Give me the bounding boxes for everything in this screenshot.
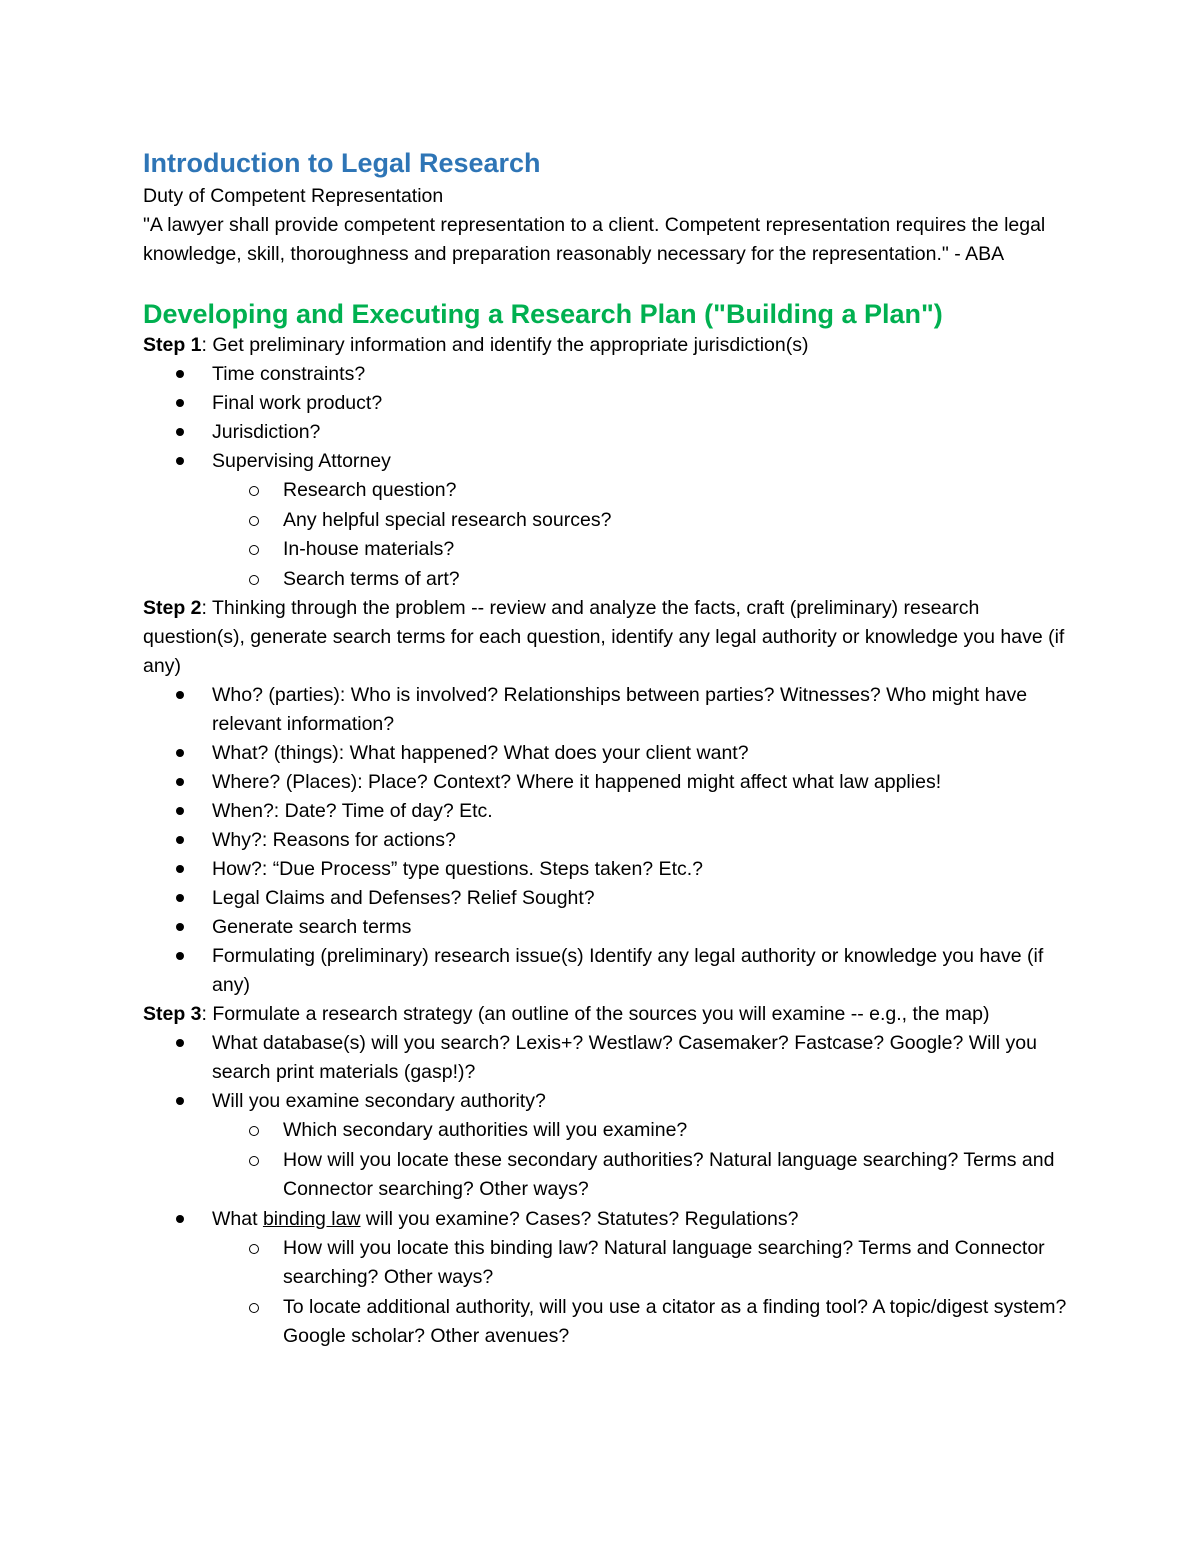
sub-list-item: How will you locate this binding law? Natural language searching? Terms and Connector searching? Other ways? [143, 1234, 1073, 1293]
step-1-list [143, 360, 1073, 594]
list-item: Supervising Attorney [143, 447, 1073, 476]
section-title: Developing and Executing a Research Plan ("Building a Plan") [143, 299, 943, 329]
list-item: Why?: Reasons for actions? [143, 826, 1073, 855]
aba-quote: "A lawyer shall provide competent representation to a client. Competent representation requires the legal knowledge, skill, thoroughness and preparation reasonably necessary for the representation." - ABA [143, 214, 1046, 265]
list-item: When?: Date? Time of day? Etc. [143, 797, 1073, 826]
step-2-label: Step 2 [143, 597, 202, 619]
step-2-text: : Thinking through the problem -- review and analyze the facts, craft (preliminary) research question(s), generate search terms for each question, identify any legal authority or knowledge you have (if any) [143, 597, 1065, 677]
step-1-paragraph [143, 331, 1073, 360]
step-3-paragraph [143, 1000, 1073, 1029]
sub-list-item: How will you locate these secondary authorities? Natural language searching? Terms and Connector searching? Other ways? [143, 1146, 1073, 1205]
item-text-pre: What [212, 1207, 263, 1230]
list-item-binding-law [143, 1205, 1073, 1234]
step-1-text: : Get preliminary information and identify the appropriate jurisdiction(s) [201, 334, 809, 356]
step-3-list [143, 1029, 1073, 1352]
step-1-label: Step 1 [143, 334, 202, 356]
page-title: Introduction to Legal Research [143, 148, 541, 178]
sub-list-item: Search terms of art? [143, 565, 1073, 595]
sub-list-item: Which secondary authorities will you examine? [143, 1116, 1073, 1146]
list-item: Jurisdiction? [143, 418, 1073, 447]
list-item: Where? (Places): Place? Context? Where it happened might affect what law applies! [143, 768, 1073, 797]
list-item: What? (things): What happened? What does your client want? [143, 739, 1073, 768]
list-item: Time constraints? [143, 360, 1073, 389]
sub-list-item: Research question? [143, 476, 1073, 506]
binding-law-underlined: binding law [262, 1207, 361, 1230]
list-item: Formulating (preliminary) research issue(s) Identify any legal authority or knowledge you have (if any) [143, 942, 1073, 1000]
document-body [143, 146, 1073, 1352]
step-2-list [143, 681, 1073, 1000]
item-text-post: will you examine? Cases? Statutes? Regulations? [360, 1207, 799, 1230]
sub-list-item: In-house materials? [143, 535, 1073, 565]
list-item: Final work product? [143, 389, 1073, 418]
sub-list-item: Any helpful special research sources? [143, 506, 1073, 536]
list-item: Will you examine secondary authority? [143, 1087, 1073, 1116]
sub-list-item: To locate additional authority, will you use a citator as a finding tool? A topic/digest system? Google scholar? Other avenues? [143, 1293, 1073, 1352]
list-item: Generate search terms [143, 913, 1073, 942]
duty-heading: Duty of Competent Representation [143, 185, 444, 207]
step-3-text: : Formulate a research strategy (an outline of the sources you will examine -- e.g., the map) [201, 1003, 990, 1025]
step-3-label: Step 3 [143, 1003, 202, 1025]
list-item: How?: “Due Process” type questions. Steps taken? Etc.? [143, 855, 1073, 884]
step-2-paragraph [143, 594, 1073, 681]
list-item: Who? (parties): Who is involved? Relationships between parties? Witnesses? Who might have relevant information? [143, 681, 1073, 739]
list-item: What database(s) will you search? Lexis+? Westlaw? Casemaker? Fastcase? Google? Will you search print materials (gasp!)? [143, 1029, 1073, 1087]
list-item: Legal Claims and Defenses? Relief Sought? [143, 884, 1073, 913]
